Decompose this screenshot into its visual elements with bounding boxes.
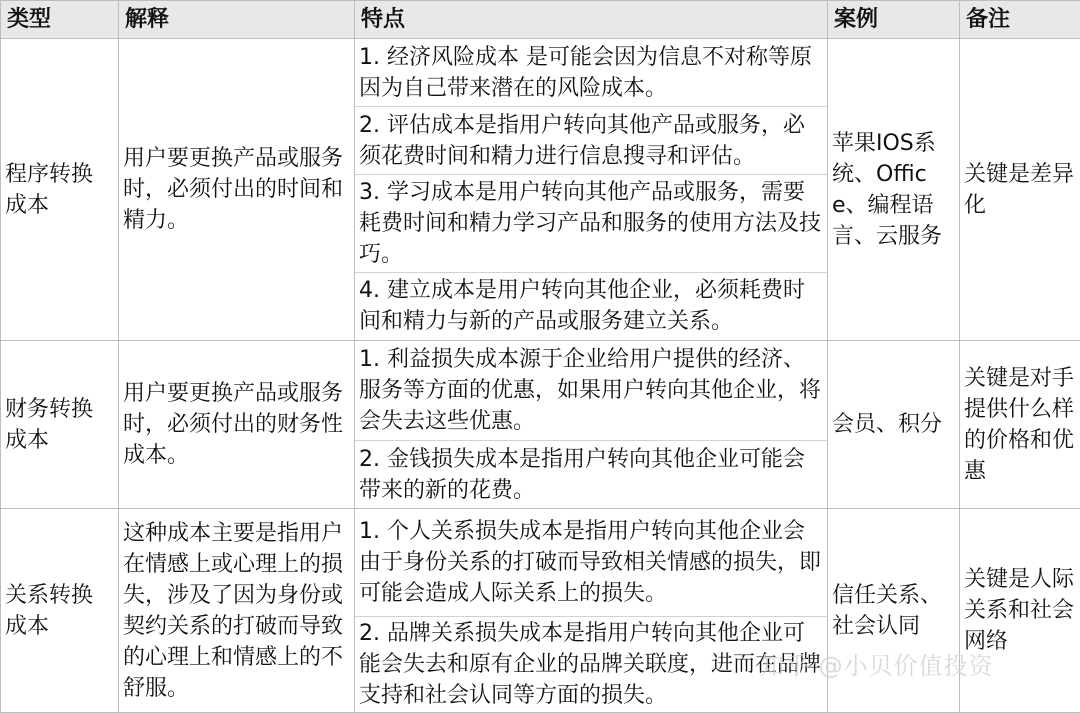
cell-explain: 这种成本主要是指用户在情感上或心理上的损失，涉及了因为身份或契约关系的打破而导致的心理上和情感上的不舒服。 bbox=[119, 509, 355, 713]
table-header-row bbox=[1, 1, 1080, 39]
feature-item: 4. 建立成本是用户转向其他企业，必须耗费时间和精力与新的产品或服务建立关系。 bbox=[355, 272, 827, 340]
zhihu-watermark: 知乎 @小贝价值投资 bbox=[760, 646, 994, 681]
cell-explain: 用户要更换产品或服务时，必须付出的财务性成本。 bbox=[119, 341, 355, 509]
feature-item: 2. 金钱损失成本是指用户转向其他企业可能会带来的新的花费。 bbox=[355, 440, 827, 508]
feature-item: 2. 评估成本是指用户转向其他产品或服务，必须花费时间和精力进行信息搜寻和评估。 bbox=[355, 106, 827, 174]
cell-features bbox=[355, 39, 828, 341]
cell-remark: 关键是对手提供什么样的价格和优惠 bbox=[960, 341, 1080, 509]
feature-item: 1. 经济风险成本 是可能会因为信息不对称等原因为自己带来潜在的风险成本。 bbox=[355, 39, 827, 106]
table-row bbox=[1, 341, 1080, 509]
cell-type: 财务转换成本 bbox=[1, 341, 119, 509]
cell-type: 程序转换成本 bbox=[1, 39, 119, 341]
cell-examples: 苹果IOS系统、Office、编程语言、云服务 bbox=[828, 39, 960, 341]
cell-type: 关系转换成本 bbox=[1, 509, 119, 713]
cell-remark: 关键是差异化 bbox=[960, 39, 1080, 341]
feature-item: 2. 品牌关系损失成本是指用户转向其他企业可能会失去和原有企业的品牌关联度，进而在品牌支持和社会认同等方面的损失。 bbox=[355, 616, 827, 712]
header-examples: 案例 bbox=[828, 1, 960, 39]
cell-remark: 关键是人际关系和社会网络 bbox=[960, 509, 1080, 713]
table-row bbox=[1, 39, 1080, 341]
feature-item: 1. 利益损失成本源于企业给用户提供的经济、服务等方面的优惠，如果用户转向其他企业，将会失去这些优惠。 bbox=[355, 341, 827, 440]
cell-explain: 用户要更换产品或服务时，必须付出的时间和精力。 bbox=[119, 39, 355, 341]
cell-examples: 会员、积分 bbox=[828, 341, 960, 509]
header-explain: 解释 bbox=[119, 1, 355, 39]
header-type: 类型 bbox=[1, 1, 119, 39]
feature-item: 3. 学习成本是用户转向其他产品或服务，需要耗费时间和精力学习产品和服务的使用方法及技巧。 bbox=[355, 174, 827, 272]
cell-features bbox=[355, 509, 828, 713]
header-features: 特点 bbox=[355, 1, 828, 39]
table-row bbox=[1, 509, 1080, 713]
cell-features bbox=[355, 341, 828, 509]
feature-item: 1. 个人关系损失成本是指用户转向其他企业会由于身份关系的打破而导致相关情感的损失，即可能会造成人际关系上的损失。 bbox=[355, 509, 827, 616]
header-remarks: 备注 bbox=[960, 1, 1080, 39]
cell-examples: 信任关系、社会认同 bbox=[828, 509, 960, 713]
